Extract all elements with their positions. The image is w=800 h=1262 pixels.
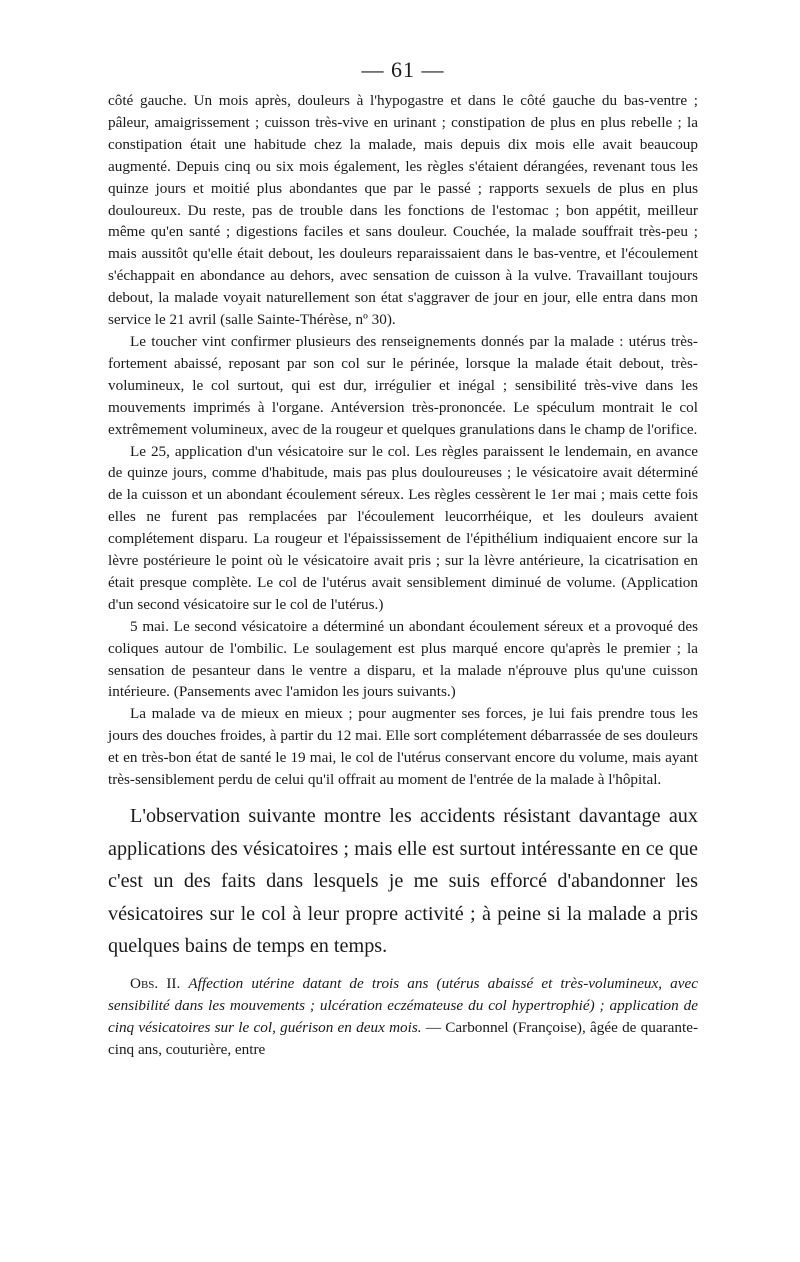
paragraph-5-mai: 5 mai. Le second vésicatoire a déterminé un abondant écoulement séreux et a provoqué des coliques autour de l'ombilic. Le soulagement est plus marqué encore qu'après le premier ; la sensation de pesanteur dans le ventre a disparu, et la malade n'éprouve plus qu'une cuisson intérieure. (Pansements avec l'amidon les jours suivants.) bbox=[108, 617, 698, 701]
observation-ii-paragraph bbox=[108, 973, 698, 1061]
observation-body bbox=[108, 90, 698, 791]
observation-title: Affection utérine datant de trois ans (utérus abaissé et très-volumineux, avec sensibilité dans les mouvements ; ulcération eczémateuse du col hypertrophié) ; application de cinq vésicatoires sur le col, guérison en deux mois. bbox=[108, 974, 699, 1036]
page-number: — 61 — bbox=[361, 57, 445, 82]
commentary-block bbox=[108, 800, 698, 963]
paragraph-continued: côté gauche. Un mois après, douleurs à l'hypogastre et dans le côté gauche du bas-ventre ; pâleur, amaigrissement ; cuisson très-vive en urinant ; constipation de plus en plus rebelle ; la constipation était une habitude chez la malade, mais depuis dix mois elle avait beaucoup augmenté. Depuis cinq ou six mois également, les règles s'étaient dérangées, revenant tous les quinze jours et moitié plus abondantes que par le passé ; rapports sexuels de plus en plus douloureux. Du reste, pas de trouble dans les fonctions de l'estomac ; bon appétit, meilleur même qu'en santé ; digestions faciles et sans douleur. Couchée, la malade souffrait très-peu ; mais aussitôt qu'elle était debout, les douleurs reparaissaient dans le bas-ventre, et l'écoulement s'échappait en abondance au dehors, avec sensation de cuisson à la vulve. Travaillant toujours debout, la malade voyait naturellement son état s'aggraver de jour en jour, elle entra dans mon service le 21 avril (salle Sainte-Thérèse, nº 30). bbox=[108, 92, 698, 329]
book-page bbox=[108, 58, 698, 1061]
commentary-paragraph: L'observation suivante montre les accidents résistant davantage aux applications des vésicatoires ; mais elle est surtout intéressante en ce que c'est un des faits dans lesquels je me suis efforcé d'abandonner les vésicatoires sur le col à leur propre activité ; à peine si la malade a pris quelques bains de temps en temps. bbox=[108, 805, 698, 958]
observation-patient: — Carbonnel (Françoise), âgée de quarante-cinq ans, couturière, entre bbox=[108, 1018, 699, 1058]
paragraph-toucher: Le toucher vint confirmer plusieurs des renseignements donnés par la malade : utérus très-fortement abaissé, reposant par son col sur le périnée, lorsque la malade était debout, très-volumineux, le col surtout, qui est dur, irrégulier et inégal ; sensibilité très-vive dans les mouvements imprimés à l'organe. Antéversion très-prononcée. Le spéculum montrait le col extrêmement volumineux, avec de la rougeur et quelques granulations dans le champ de l'orifice. bbox=[108, 332, 698, 438]
paragraph-convalescence: La malade va de mieux en mieux ; pour augmenter ses forces, je lui fais prendre tous les jours des douches froides, à partir du 12 mai. Elle sort complétement débarrassée de ses douleurs et en très-bon état de santé le 19 mai, le col de l'utérus conservant encore du volume, mais ayant très-sensiblement perdu de celui qu'il offrait au moment de l'entrée de la malade à l'hôpital. bbox=[108, 705, 698, 789]
paragraph-le-25: Le 25, application d'un vésicatoire sur le col. Les règles paraissent le lendemain, en avance de quinze jours, comme d'habitude, mais pas plus douloureuses ; le vésicatoire avait déterminé de la cuisson et un abondant écoulement séreux. Les règles cessèrent le 1er mai ; mais cette fois elles ne furent pas remplacées par l'écoulement leucorrhéique, et les douleurs avaient complétement disparu. La rougeur et l'épaississement de l'épithélium indiquaient encore sur la lèvre postérieure le point où le vésicatoire avait pris ; sur la lèvre antérieure, la cicatrisation en était presque complète. Le col de l'utérus avait sensiblement diminué de volume. (Application d'un second vésicatoire sur le col de l'utérus.) bbox=[108, 442, 698, 613]
observation-heading bbox=[108, 973, 698, 1061]
observation-label: Obs. II. bbox=[130, 974, 181, 992]
